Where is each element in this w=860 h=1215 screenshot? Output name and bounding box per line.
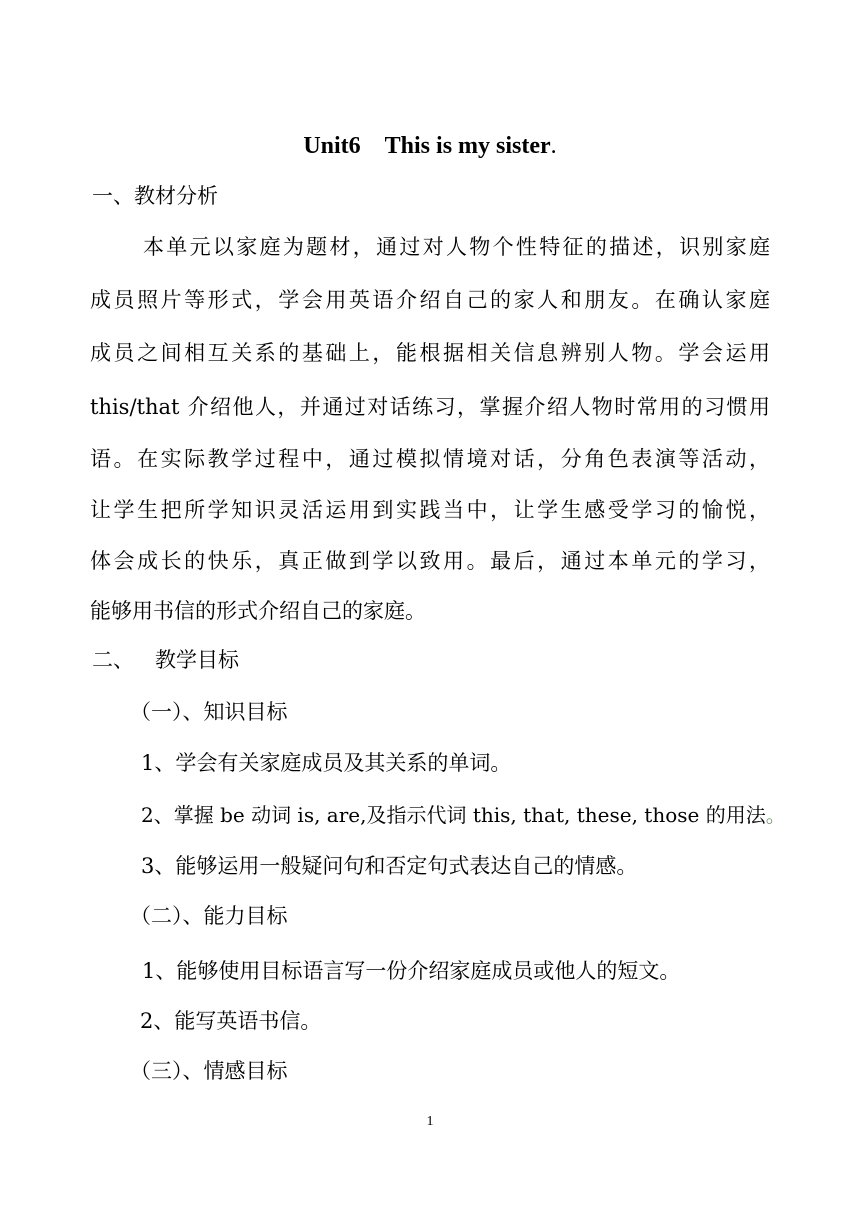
section1-paragraph-line-4: this/that 介绍他人，并通过对话练习，掌握介绍人物时常用的习惯用 (90, 395, 770, 419)
sub2-item-1: 1、能够使用目标语言写一份介绍家庭成员或他人的短文。 (142, 959, 681, 983)
section1-paragraph-line-5: 语。在实际教学过程中，通过模拟情境对话，分角色表演等活动， (90, 447, 770, 471)
section1-paragraph-line-2: 成员照片等形式，学会用英语介绍自己的家人和朋友。在确认家庭 (90, 288, 770, 312)
sub1-item-2 (141, 800, 786, 830)
section2-heading-number: 二、 (92, 648, 134, 672)
sub1-item-1: 1、学会有关家庭成员及其关系的单词。 (141, 751, 512, 775)
section2-heading-text: 教学目标 (155, 648, 239, 672)
section1-paragraph-line-7: 体会成长的快乐，真正做到学以致用。最后，通过本单元的学习， (90, 549, 770, 573)
sub2-item-2: 2、能写英语书信。 (140, 1009, 322, 1033)
sub1-item-2-end-mark: 。 (765, 803, 786, 827)
section1-paragraph-line-6: 让学生把所学知识灵活运用到实践当中，让学生感受学习的愉悦， (90, 498, 770, 522)
title-period: . (550, 133, 557, 159)
page-title (0, 130, 860, 162)
sub1-item-2-text: 2、掌握 be 动词 is, are,及指示代词 this, that, these, those 的用法 (141, 803, 766, 827)
title-unit: Unit6 (303, 133, 361, 159)
sub1-item-3: 3、能够运用一般疑问句和否定句式表达自己的情感。 (141, 854, 638, 878)
section1-paragraph-line-3: 成员之间相互关系的基础上，能根据相关信息辨别人物。学会运用 (90, 341, 770, 365)
sub1-heading: （一）、知识目标 (130, 700, 288, 724)
title-text: This is my sister (384, 133, 551, 159)
section1-paragraph-line-8: 能够用书信的形式介绍自己的家庭。 (90, 599, 426, 623)
sub2-heading: （二）、能力目标 (130, 904, 288, 928)
section1-paragraph-line-1: 本单元以家庭为题材，通过对人物个性特征的描述，识别家庭 (143, 235, 770, 259)
page-number: 1 (426, 1114, 434, 1129)
sub3-heading: （三）、情感目标 (130, 1059, 288, 1083)
section1-heading: 一、教材分析 (92, 184, 218, 208)
